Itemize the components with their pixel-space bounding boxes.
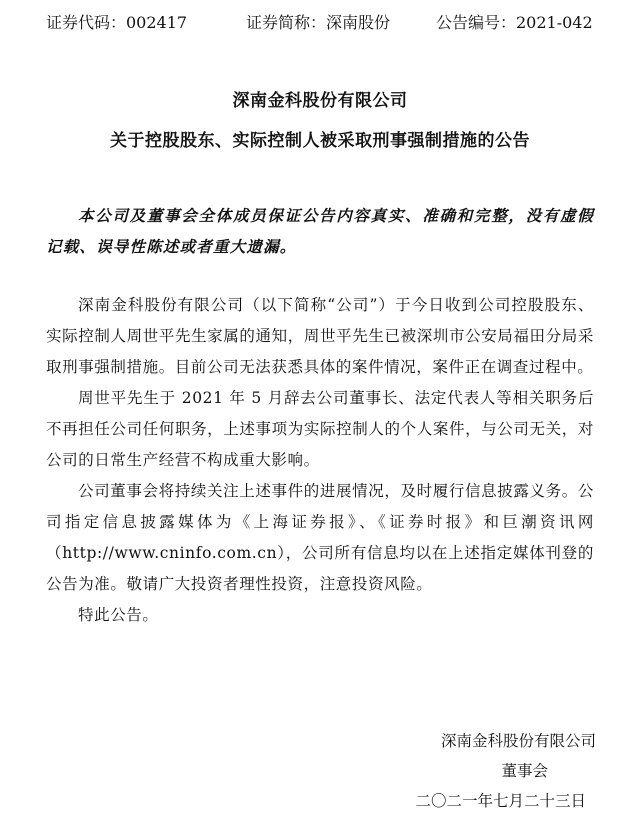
signature-board: 董事会 xyxy=(501,762,548,780)
stock-short-name: 证券简称：深南股份 xyxy=(246,13,391,32)
signature-date: 二〇二一年七月二十三日 xyxy=(415,792,586,810)
board-statement: 本公司及董事会全体成员保证公告内容真实、准确和完整，没有虚假记载、误导性陈述或者重大遗漏。 xyxy=(46,206,594,256)
signature-company: 深南金科股份有限公司 xyxy=(440,732,596,750)
announcement-body xyxy=(46,290,594,631)
announcement-number: 公告编号：2021-042 xyxy=(436,13,593,32)
paragraph-closing: 特此公告。 xyxy=(78,606,159,624)
stock-code: 证券代码：002417 xyxy=(46,13,188,32)
company-title: 深南金科股份有限公司 xyxy=(232,91,408,111)
announcement-title: 关于控股股东、实际控制人被采取刑事强制措施的公告 xyxy=(110,131,530,151)
document-header xyxy=(0,8,640,38)
paragraph-3: 公司董事会将持续关注上述事件的进展情况，及时履行信息披露义务。公司指定信息披露媒体为《上海证券报》、《证券时报》和巨潮资讯网（http://www.cninfo.com.cn），公司所有信息均以在上述指定媒体刊登的公告为准。敬请广大投资者理性投资，注意投资风险。 xyxy=(46,482,594,593)
paragraph-2: 周世平先生于 2021 年 5 月辞去公司董事长、法定代表人等相关职务后不再担任公司任何职务，上述事项为实际控制人的个人案件，与公司无关，对公司的日常生产经营不构成重大影响。 xyxy=(46,389,594,469)
paragraph-1: 深南金科股份有限公司（以下简称“公司”）于今日收到公司控股股东、实际控制人周世平先生家属的通知，周世平先生已被深圳市公安局福田分局采取刑事强制措施。目前公司无法获悉具体的案件情况，案件正在调查过程中。 xyxy=(46,296,594,376)
